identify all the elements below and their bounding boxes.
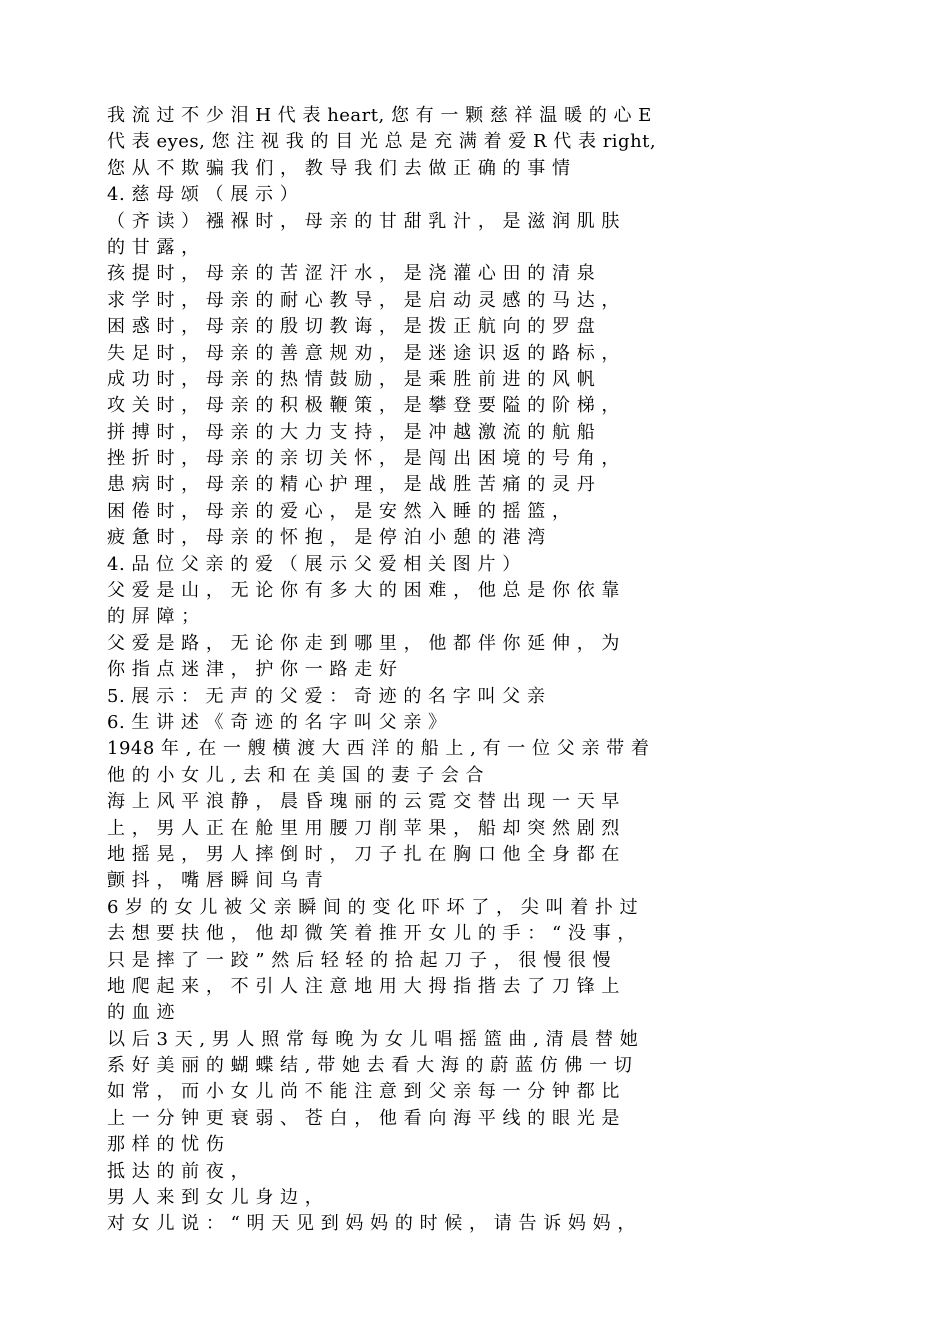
text-line: 求 学 时 ， 母 亲 的 耐 心 教 导 ， 是 启 动 灵 感 的 马 达 ， [107,289,620,311]
text-line: 代 表 eyes, 您 注 视 我 的 目 光 总 是 充 满 着 爱 R 代 表 right, [107,131,657,153]
text-line: 困 惑 时 ， 母 亲 的 殷 切 教 诲 ， 是 拨 正 航 向 的 罗 盘 [107,316,596,338]
text-line: 上 ， 男 人 正 在 舱 里 用 腰 刀 削 苹 果 ， 船 却 突 然 剧 烈 [107,817,620,839]
text-line: 男 人 来 到 女 儿 身 边 ， [107,1187,324,1209]
text-line: 1948 年 , 在 一 艘 横 渡 大 西 洋 的 船 上 , 有 一 位 父 亲 带 着 [107,738,650,760]
text-line: 您 从 不 欺 骗 我 们 ， 教 导 我 们 去 做 正 确 的 事 情 [107,157,571,179]
text-line: 成 功 时 ， 母 亲 的 热 情 鼓 励 ， 是 乘 胜 前 进 的 风 帆 [107,368,596,390]
text-line: 对 女 儿 说 ： “ 明 天 见 到 妈 妈 的 时 候 ， 请 告 诉 妈 妈 ， [107,1213,636,1235]
text-line: 颤 抖 ， 嘴 唇 瞬 间 乌 青 [107,870,324,892]
text-line: 以 后 3 天 , 男 人 照 常 每 晚 为 女 儿 唱 摇 篮 曲 , 清 晨 替 她 [107,1028,639,1050]
text-line: 如 常 ， 而 小 女 儿 尚 不 能 注 意 到 父 亲 每 一 分 钟 都 比 [107,1081,620,1103]
text-line: 海 上 风 平 浪 静 ， 晨 昏 瑰 丽 的 云 霓 交 替 出 现 一 天 早 [107,791,620,813]
text-line: 系 好 美 丽 的 蝴 蝶 结 , 带 她 去 看 大 海 的 蔚 蓝 仿 佛 一 切 [107,1055,633,1077]
text-line: 我 流 过 不 少 泪 H 代 表 heart, 您 有 一 颗 慈 祥 温 暖 的 心 E [107,105,652,126]
text-line: 困 倦 时 ， 母 亲 的 爱 心 ， 是 安 然 入 睡 的 摇 篮 ， [107,500,571,522]
text-line: 患 病 时 ， 母 亲 的 精 心 护 理 ， 是 战 胜 苦 痛 的 灵 丹 [107,474,596,496]
text-line: 抵 达 的 前 夜 ， [107,1160,250,1182]
text-line: 那 样 的 忧 伤 [107,1134,225,1156]
text-line: 上 一 分 钟 更 衰 弱 、 苍 白 ， 他 看 向 海 平 线 的 眼 光 是 [107,1107,620,1129]
text-line: 你 指 点 迷 津 ， 护 你 一 路 走 好 [107,659,398,681]
text-line: 父 爱 是 山 ， 无 论 你 有 多 大 的 困 难 ， 他 总 是 你 依 靠 [107,580,620,602]
text-line: 地 爬 起 来 ， 不 引 人 注 意 地 用 大 拇 指 揩 去 了 刀 锋 上 [107,975,620,997]
text-line: 的 甘 露 ， [107,236,200,258]
text-line: 挫 折 时 ， 母 亲 的 亲 切 关 怀 ， 是 闯 出 困 境 的 号 角 ， [107,448,620,470]
text-line: 6. 生 讲 述 《 奇 迹 的 名 字 叫 父 亲 》 [107,711,447,733]
text-line: （ 齐 读 ） 襁 褓 时 ， 母 亲 的 甘 甜 乳 汁 ， 是 滋 润 肌 肤 [107,210,620,232]
text-line: 只 是 摔 了 一 跤 ” 然 后 轻 轻 的 拾 起 刀 子 ， 很 慢 很 慢 [107,949,612,971]
text-line: 的 血 迹 [107,1002,175,1024]
text-line: 6 岁 的 女 儿 被 父 亲 瞬 间 的 变 化 吓 坏 了 ， 尖 叫 着 扑 过 [107,896,639,918]
text-line: 失 足 时 ， 母 亲 的 善 意 规 劝 ， 是 迷 途 识 返 的 路 标 ， [107,342,620,364]
text-line: 拼 搏 时 ， 母 亲 的 大 力 支 持 ， 是 冲 越 激 流 的 航 船 [107,421,596,443]
text-line: 去 想 要 扶 他 ， 他 却 微 笑 着 推 开 女 儿 的 手 ： “ 没 事 ， [107,923,636,945]
text-line: 攻 关 时 ， 母 亲 的 积 极 鞭 策 ， 是 攀 登 要 隘 的 阶 梯 ， [107,395,620,417]
document-body [107,103,851,1238]
text-line: 4. 品 位 父 亲 的 爱 （ 展 示 父 爱 相 关 图 片 ） [107,553,521,575]
text-line: 疲 惫 时 ， 母 亲 的 怀 抱 ， 是 停 泊 小 憩 的 港 湾 [107,527,546,549]
text-line: 父 爱 是 路 ， 无 论 你 走 到 哪 里 ， 他 都 伴 你 延 伸 ， 为 [107,632,620,654]
text-line: 4. 慈 母 颂 （ 展 示 ） [107,184,299,206]
text-line: 孩 提 时 ， 母 亲 的 苦 涩 汗 水 ， 是 浇 灌 心 田 的 清 泉 [107,263,596,285]
text-line: 地 摇 晃 ， 男 人 摔 倒 时 ， 刀 子 扎 在 胸 口 他 全 身 都 在 [107,843,620,865]
text-line: 的 屏 障 ； [107,606,200,628]
text-line: 他 的 小 女 儿 , 去 和 在 美 国 的 妻 子 会 合 [107,764,485,786]
text-line: 5. 展 示 ： 无 声 的 父 爱 ： 奇 迹 的 名 字 叫 父 亲 [107,685,546,707]
